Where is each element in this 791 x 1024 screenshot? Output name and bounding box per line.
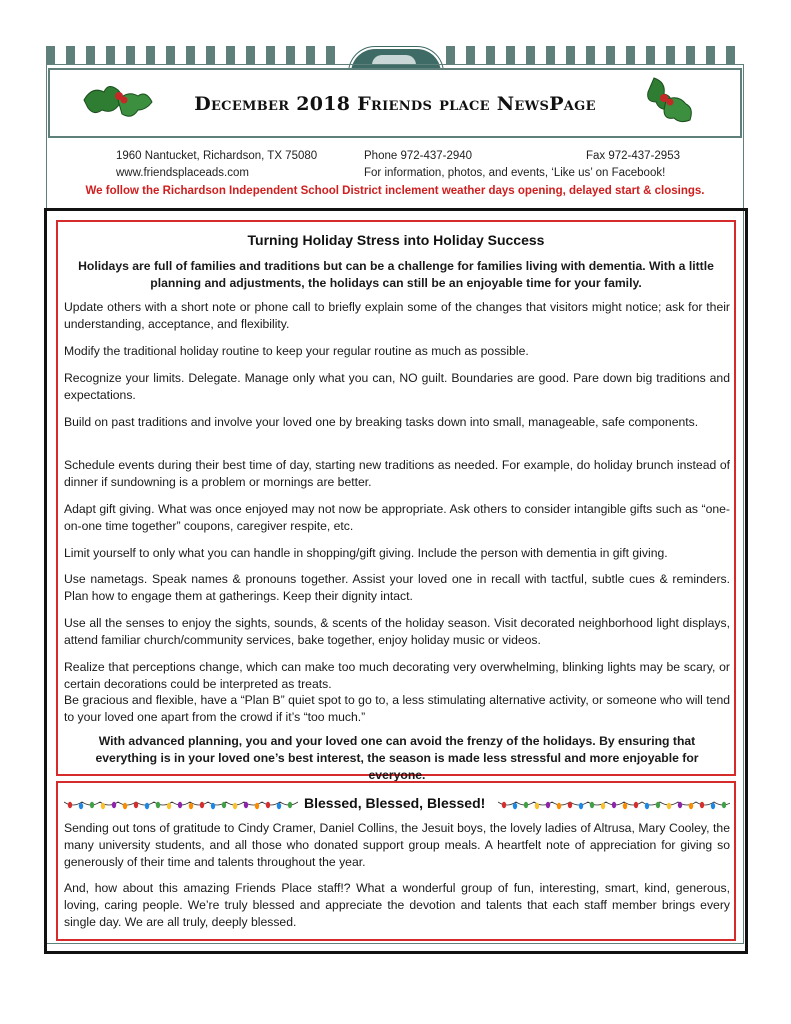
picket-slat bbox=[526, 46, 535, 64]
light-bulb bbox=[277, 803, 281, 809]
light-bulb bbox=[288, 802, 292, 808]
tip-paragraph: Realize that perceptions change, which can make too much decorating very overwhelming, blinking lights may be scary, or certain decorations could be interpreted as treats. bbox=[64, 660, 730, 691]
light-bulb bbox=[568, 802, 572, 808]
tip-paragraph: Be gracious and flexible, have a “Plan B” quiet spot to go to, a less stimulating alternative activity, or someone who will tend to your loved one apart from the crowd if it’s “too much.” bbox=[64, 693, 730, 724]
string-lights-left-icon bbox=[64, 797, 298, 811]
picket-slat bbox=[166, 46, 175, 64]
light-bulb bbox=[200, 802, 204, 808]
picket-slat bbox=[506, 46, 515, 64]
light-bulb bbox=[123, 803, 127, 809]
light-bulb bbox=[101, 803, 105, 809]
holiday-stress-article bbox=[56, 220, 736, 782]
light-bulb bbox=[634, 802, 638, 808]
picket-slat bbox=[246, 46, 255, 64]
light-bulb bbox=[167, 803, 171, 809]
light-bulb bbox=[700, 802, 704, 808]
light-bulb bbox=[178, 802, 182, 808]
picket-slat bbox=[126, 46, 135, 64]
article-lead: Holidays are full of families and traditions but can be a challenge for families living with dementia. With a little planning and adjustments, the holidays can still be an enjoyable time for your family. bbox=[78, 259, 714, 290]
light-bulb bbox=[612, 802, 616, 808]
holly-left-icon bbox=[82, 76, 154, 126]
light-bulb bbox=[535, 803, 539, 809]
picket-slat bbox=[546, 46, 555, 64]
light-bulb bbox=[244, 802, 248, 808]
picket-slat bbox=[666, 46, 675, 64]
staff-paragraph: And, how about this amazing Friends Place staff!? What a wonderful group of fun, interesting, smart, kind, generous, loving, caring people. We’re truly blessed and appreciate the devotion and talents that each staff member brings every single day. We are all truly, deeply blessed. bbox=[64, 881, 730, 929]
tip-paragraph: Recognize your limits. Delegate. Manage only what you can, NO guilt. Boundaries are good. Pare down big traditions and expectations. bbox=[64, 371, 730, 402]
picket-slat bbox=[206, 46, 215, 64]
picket-slat bbox=[586, 46, 595, 64]
string-lights-right-icon bbox=[498, 797, 730, 811]
picket-slat bbox=[646, 46, 655, 64]
tip-paragraph: Build on past traditions and involve your loved one by breaking tasks down into small, manageable, safe components. bbox=[64, 415, 699, 429]
picket-slat bbox=[626, 46, 635, 64]
picket-slat bbox=[726, 46, 735, 64]
picket-slat bbox=[566, 46, 575, 64]
picket-slat bbox=[106, 46, 115, 64]
tip-paragraph: Use all the senses to enjoy the sights, sounds, & scents of the holiday season. Visit decorated neighborhood light displays, attend familiar church/community services, bake together, enjoy holiday music or videos. bbox=[64, 616, 730, 647]
light-bulb bbox=[623, 803, 627, 809]
blessed-article bbox=[56, 781, 736, 941]
article-title: Turning Holiday Stress into Holiday Success bbox=[247, 232, 545, 248]
tip-paragraph: Use nametags. Speak names & pronouns together. Assist your loved one in recall with tactful, subtle cues & reminders. Plan how to engage them at gatherings. Keep their dignity intact. bbox=[64, 572, 730, 603]
light-bulb bbox=[502, 802, 506, 808]
light-bulb bbox=[656, 802, 660, 808]
light-bulb bbox=[645, 803, 649, 809]
light-bulb bbox=[68, 802, 72, 808]
picket-slat bbox=[286, 46, 295, 64]
light-bulb bbox=[112, 802, 116, 808]
tip-paragraph: Schedule events during their best time of day, starting new traditions as needed. For example, do holiday brunch instead of dinner if sundowning is a problem or mornings are better. bbox=[64, 458, 730, 489]
picket-slat bbox=[66, 46, 75, 64]
light-bulb bbox=[266, 802, 270, 808]
picket-slat bbox=[186, 46, 195, 64]
light-bulb bbox=[211, 803, 215, 809]
light-bulb bbox=[711, 803, 715, 809]
article-closing: With advanced planning, you and your loved one can avoid the frenzy of the holidays. By ensuring that everything is in your loved one’s best interest, the season is made less stressful and more enjoyable for everyone. bbox=[95, 734, 699, 782]
light-bulb bbox=[546, 802, 550, 808]
light-bulb bbox=[145, 803, 149, 809]
light-bulb bbox=[689, 803, 693, 809]
light-bulb bbox=[667, 803, 671, 809]
light-bulb bbox=[90, 802, 94, 808]
light-bulb bbox=[189, 803, 193, 809]
picket-slat bbox=[446, 46, 455, 64]
picket-slat bbox=[306, 46, 315, 64]
tip-paragraph: Adapt gift giving. What was once enjoyed may not now be appropriate. Ask others to consider intangible gifts such as “one-on-one time together” coupons, caregiver respite, etc. bbox=[64, 502, 730, 533]
light-bulb bbox=[579, 803, 583, 809]
article-title: Blessed, Blessed, Blessed! bbox=[304, 795, 486, 811]
newsletter-title: December 2018 Friends place NewsPage bbox=[194, 93, 596, 115]
light-bulb bbox=[79, 803, 83, 809]
light-bulb bbox=[222, 802, 226, 808]
light-bulb bbox=[590, 802, 594, 808]
light-bulb bbox=[134, 802, 138, 808]
picket-slat bbox=[266, 46, 275, 64]
light-bulb bbox=[233, 803, 237, 809]
light-bulb bbox=[255, 803, 259, 809]
gratitude-paragraph: Sending out tons of gratitude to Cindy Cramer, Daniel Collins, the Jesuit boys, the lovely ladies of Altrusa, Mary Cooley, the many university students, and all those who donated support group meals. A heartfelt note of appreciation for giving so generously of their time and talents throughout the year. bbox=[64, 821, 730, 869]
picket-slat bbox=[326, 46, 335, 64]
light-bulb bbox=[557, 803, 561, 809]
picket-slat bbox=[466, 46, 475, 64]
fax-number: Fax 972-437-2953 bbox=[586, 150, 680, 162]
picket-slat bbox=[146, 46, 155, 64]
picket-slat bbox=[226, 46, 235, 64]
tip-paragraph: Limit yourself to only what you can handle in shopping/gift giving. Include the person with dementia in gift giving. bbox=[64, 546, 668, 560]
weather-alert: We follow the Richardson Independent School District inclement weather days opening, delayed start & closings. bbox=[85, 185, 705, 197]
picket-slat bbox=[486, 46, 495, 64]
picket-slat bbox=[686, 46, 695, 64]
picket-slat bbox=[706, 46, 715, 64]
picket-slat bbox=[86, 46, 95, 64]
picket-slat bbox=[46, 46, 55, 64]
picket-slat bbox=[606, 46, 615, 64]
holly-right-icon bbox=[644, 74, 696, 130]
address: 1960 Nantucket, Richardson, TX 75080 bbox=[116, 150, 318, 162]
facebook-info: For information, photos, and events, ‘Like us’ on Facebook! bbox=[364, 167, 666, 179]
light-bulb bbox=[524, 802, 528, 808]
tip-paragraph: Update others with a short note or phone call to briefly explain some of the changes that visitors might notice; ask for their understanding, acceptance, and flexibility. bbox=[64, 300, 730, 331]
light-bulb bbox=[678, 802, 682, 808]
light-bulb bbox=[513, 803, 517, 809]
light-bulb bbox=[601, 803, 605, 809]
light-bulb bbox=[156, 802, 160, 808]
phone-number: Phone 972-437-2940 bbox=[364, 150, 473, 162]
light-bulb bbox=[722, 802, 726, 808]
website-link[interactable]: www.friendsplaceads.com bbox=[116, 167, 249, 179]
tip-paragraph: Modify the traditional holiday routine to keep your regular routine as much as possible. bbox=[64, 344, 529, 358]
